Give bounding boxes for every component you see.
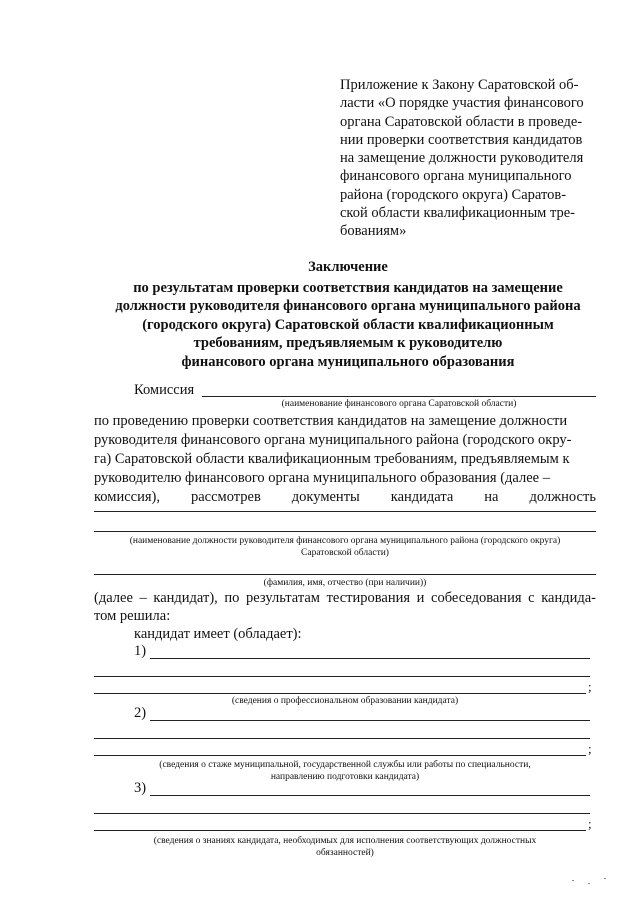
appendix-line: района (городского округа) Саратов- [340, 186, 567, 203]
scan-speck [588, 883, 590, 884]
appendix-line: на замещение должности руководителя [340, 150, 584, 167]
item-number: 1) [134, 643, 147, 659]
item-3-caption-line: (сведения о знаниях кандидата, необходимых для исполнения соответствующих должностных [153, 836, 537, 846]
body-last-line [94, 488, 596, 507]
item-1-field-line-3[interactable] [94, 693, 586, 694]
decision-line-2: том решила: [94, 608, 171, 624]
body-line: га) Саратовской области квалификационным требованиям, предъявляемым к [94, 451, 570, 467]
position-field-line-1[interactable] [94, 511, 596, 512]
body-word: документы [291, 489, 360, 505]
item-2-field-line-1[interactable] [150, 720, 590, 721]
item-2-field-line-2[interactable] [94, 738, 590, 739]
title-line: финансового органа муниципального образования [181, 353, 515, 370]
item-2-caption-line: (сведения о стаже муниципальной, государственной службы или работы по специальности, [159, 760, 531, 770]
semicolon: ; [588, 816, 592, 831]
body-word: кандидата [390, 489, 454, 505]
position-caption [94, 535, 596, 559]
appendix-line: финансового органа муниципального [340, 168, 572, 185]
body-word: должность [529, 489, 596, 505]
item-number: 3) [134, 780, 147, 796]
item-3-field-line-2[interactable] [94, 813, 590, 814]
scan-speck [572, 880, 574, 881]
scan-speck [604, 878, 606, 879]
body-word: комиссия), [94, 489, 160, 505]
appendix-line: Приложение к Закону Саратовской об- [340, 77, 579, 93]
appendix-note [340, 76, 600, 241]
position-caption-line: (наименование должности руководителя финансового органа муниципального района (городского округа) [129, 536, 561, 546]
title-line: должности руководителя финансового органа муниципального района [115, 298, 581, 314]
commission-caption: (наименование финансового органа Саратовской области) [281, 399, 517, 409]
semicolon: ; [588, 679, 592, 694]
commission-field[interactable] [202, 396, 596, 397]
item-1-field-line-2[interactable] [94, 676, 590, 677]
commission-label: Комиссия [134, 382, 195, 398]
appendix-line: ласти «О порядке участия финансового [340, 95, 584, 112]
item-3-field-line-3[interactable] [94, 830, 586, 831]
item-1-caption: (сведения о профессиональном образовании кандидата) [231, 696, 459, 706]
body-word: рассмотрев [190, 489, 261, 505]
body-paragraph [94, 412, 596, 507]
decision-line-1: (далее – кандидат), по результатам тестирования и собеседования с кандида- [94, 590, 596, 606]
appendix-line: нии проверки соответствия кандидатов [340, 131, 583, 148]
appendix-line: бованиям» [340, 223, 407, 240]
body-line: руководителю финансового органа муниципального образования (далее – [94, 470, 550, 486]
body-word: на [484, 489, 499, 505]
item-number: 2) [134, 705, 147, 721]
body-line: руководителя финансового органа муниципального района (городского окру- [94, 432, 572, 448]
item-2-caption [94, 759, 596, 783]
item-3-field-line-1[interactable] [150, 795, 590, 796]
body-line: по проведению проверки соответствия кандидатов на замещение должности [94, 413, 568, 429]
item-1-field-line-1[interactable] [150, 658, 590, 659]
position-field-line-2[interactable] [94, 531, 596, 532]
title-heading: Заключение [308, 259, 388, 275]
document-title [90, 258, 606, 371]
appendix-line: ской области квалификационным тре- [340, 205, 576, 222]
item-2-field-line-3[interactable] [94, 755, 586, 756]
title-line: требованиям, предъявляемым к руководителю [193, 335, 503, 351]
item-3-caption-line: обязанностей) [316, 848, 374, 858]
position-caption-line: Саратовской области) [301, 548, 389, 558]
title-line: по результатам проверки соответствия кандидатов на замещение [133, 279, 563, 296]
title-line: (городского округа) Саратовской области квалификационным [142, 316, 554, 333]
candidate-name-field[interactable] [94, 574, 596, 575]
appendix-line: органа Саратовской области в проведе- [340, 113, 583, 130]
item-2-caption-line: направлению подготовки кандидата) [270, 772, 420, 782]
has-label: кандидат имеет (обладает): [134, 626, 302, 642]
semicolon: ; [588, 741, 592, 756]
name-caption: (фамилия, имя, отчество (при наличии)) [263, 578, 427, 588]
item-3-caption [94, 835, 596, 859]
